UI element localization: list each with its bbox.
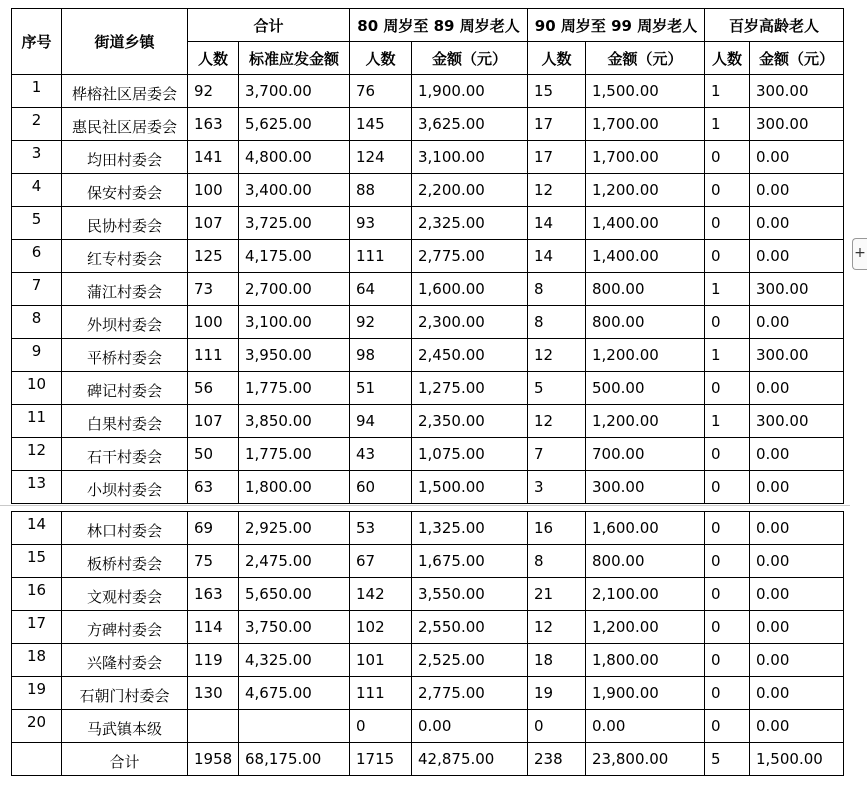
town-cell: 桦榕社区居委会 [62,75,188,108]
table-row [12,339,844,372]
people-100-cell: 5 [705,743,750,776]
people-90-cell: 17 [528,141,586,174]
total-amount-cell: 3,725.00 [239,207,350,240]
amount-80-cell: 3,625.00 [412,108,528,141]
total-people-cell: 1958 [188,743,239,776]
table-row [12,174,844,207]
amount-100-cell: 0.00 [750,174,844,207]
town-cell: 民协村委会 [62,207,188,240]
people-100-cell: 0 [705,438,750,471]
total-amount-cell: 2,925.00 [239,512,350,545]
amount-90-cell: 800.00 [586,545,705,578]
amount-90-cell: 500.00 [586,372,705,405]
header-people: 人数 [705,42,750,75]
total-amount-cell: 2,700.00 [239,273,350,306]
people-80-cell: 92 [350,306,412,339]
people-90-cell: 8 [528,306,586,339]
people-80-cell: 102 [350,611,412,644]
total-people-cell: 111 [188,339,239,372]
amount-80-cell: 3,550.00 [412,578,528,611]
seq-cell: 10 [12,372,62,405]
town-cell: 林口村委会 [62,512,188,545]
people-90-cell: 3 [528,471,586,504]
people-100-cell: 0 [705,471,750,504]
table-row [12,512,844,545]
people-100-cell: 1 [705,339,750,372]
amount-90-cell: 23,800.00 [586,743,705,776]
total-amount-cell: 3,750.00 [239,611,350,644]
header-seq: 序号 [12,9,62,75]
amount-90-cell: 1,500.00 [586,75,705,108]
amount-100-cell: 300.00 [750,273,844,306]
total-people-cell [188,710,239,743]
town-cell: 蒲江村委会 [62,273,188,306]
people-80-cell: 88 [350,174,412,207]
amount-90-cell: 1,800.00 [586,644,705,677]
header-90-99: 90 周岁至 99 周岁老人 [528,9,705,42]
table-row [12,108,844,141]
table-row [12,75,844,108]
total-people-cell: 107 [188,207,239,240]
town-cell: 均田村委会 [62,141,188,174]
amount-90-cell: 1,900.00 [586,677,705,710]
amount-90-cell: 300.00 [586,471,705,504]
seq-cell: 13 [12,471,62,504]
people-80-cell: 124 [350,141,412,174]
people-100-cell: 0 [705,644,750,677]
total-amount-cell: 3,850.00 [239,405,350,438]
amount-80-cell: 3,100.00 [412,141,528,174]
people-90-cell: 8 [528,545,586,578]
total-amount-cell: 3,100.00 [239,306,350,339]
header-std-amount: 标准应发金额 [239,42,350,75]
amount-100-cell: 0.00 [750,578,844,611]
amount-100-cell: 0.00 [750,512,844,545]
table-row [12,644,844,677]
people-80-cell: 76 [350,75,412,108]
total-amount-cell: 1,775.00 [239,438,350,471]
total-people-cell: 100 [188,174,239,207]
table-row [12,710,844,743]
amount-80-cell: 1,075.00 [412,438,528,471]
people-80-cell: 94 [350,405,412,438]
seq-cell: 6 [12,240,62,273]
header-amount: 金额（元） [412,42,528,75]
amount-80-cell: 0.00 [412,710,528,743]
table-row [12,273,844,306]
subsidy-table-part1 [11,8,844,504]
amount-90-cell: 1,200.00 [586,611,705,644]
people-100-cell: 0 [705,710,750,743]
amount-80-cell: 2,775.00 [412,677,528,710]
total-people-cell: 50 [188,438,239,471]
total-amount-cell: 4,325.00 [239,644,350,677]
amount-90-cell: 1,200.00 [586,174,705,207]
subsidy-table-part2 [11,511,844,776]
seq-cell: 1 [12,75,62,108]
people-100-cell: 0 [705,240,750,273]
people-90-cell: 19 [528,677,586,710]
total-amount-cell: 4,175.00 [239,240,350,273]
people-90-cell: 5 [528,372,586,405]
people-100-cell: 0 [705,207,750,240]
people-80-cell: 64 [350,273,412,306]
people-100-cell: 1 [705,273,750,306]
people-80-cell: 51 [350,372,412,405]
people-90-cell: 12 [528,174,586,207]
amount-90-cell: 1,200.00 [586,339,705,372]
people-90-cell: 17 [528,108,586,141]
town-cell: 碑记村委会 [62,372,188,405]
header-100: 百岁高龄老人 [705,9,844,42]
people-100-cell: 0 [705,141,750,174]
table-row [12,141,844,174]
town-cell: 保安村委会 [62,174,188,207]
town-cell: 文观村委会 [62,578,188,611]
amount-100-cell: 0.00 [750,306,844,339]
seq-cell [12,743,62,776]
header-total: 合计 [188,9,350,42]
town-cell: 兴隆村委会 [62,644,188,677]
total-people-cell: 141 [188,141,239,174]
town-cell: 红专村委会 [62,240,188,273]
total-amount-cell [239,710,350,743]
people-80-cell: 142 [350,578,412,611]
amount-100-cell: 0.00 [750,372,844,405]
seq-cell: 14 [12,512,62,545]
amount-100-cell: 0.00 [750,644,844,677]
amount-90-cell: 1,600.00 [586,512,705,545]
people-90-cell: 14 [528,240,586,273]
people-90-cell: 12 [528,339,586,372]
total-people-cell: 73 [188,273,239,306]
people-80-cell: 111 [350,240,412,273]
amount-90-cell: 1,400.00 [586,240,705,273]
amount-100-cell: 0.00 [750,545,844,578]
amount-80-cell: 2,550.00 [412,611,528,644]
people-100-cell: 0 [705,578,750,611]
header-people: 人数 [350,42,412,75]
table-row [12,471,844,504]
seq-cell: 3 [12,141,62,174]
table-row [12,545,844,578]
people-90-cell: 18 [528,644,586,677]
table-row [12,306,844,339]
amount-80-cell: 2,775.00 [412,240,528,273]
people-100-cell: 0 [705,512,750,545]
table-row [12,578,844,611]
amount-80-cell: 1,500.00 [412,471,528,504]
seq-cell: 8 [12,306,62,339]
amount-90-cell: 1,400.00 [586,207,705,240]
table-row [12,611,844,644]
people-80-cell: 1715 [350,743,412,776]
total-amount-cell: 2,475.00 [239,545,350,578]
amount-90-cell: 1,700.00 [586,141,705,174]
amount-100-cell: 0.00 [750,611,844,644]
amount-80-cell: 1,325.00 [412,512,528,545]
people-90-cell: 12 [528,611,586,644]
amount-80-cell: 2,350.00 [412,405,528,438]
total-people-cell: 75 [188,545,239,578]
people-100-cell: 0 [705,611,750,644]
amount-100-cell: 1,500.00 [750,743,844,776]
page-break-line [0,505,850,506]
seq-cell: 18 [12,644,62,677]
table-row [12,438,844,471]
seq-cell: 4 [12,174,62,207]
people-90-cell: 15 [528,75,586,108]
town-cell: 板桥村委会 [62,545,188,578]
amount-80-cell: 1,600.00 [412,273,528,306]
amount-80-cell: 2,300.00 [412,306,528,339]
total-amount-cell: 5,625.00 [239,108,350,141]
total-people-cell: 125 [188,240,239,273]
town-cell: 平桥村委会 [62,339,188,372]
table-row [12,372,844,405]
people-100-cell: 1 [705,108,750,141]
total-people-cell: 130 [188,677,239,710]
seq-cell: 12 [12,438,62,471]
people-80-cell: 93 [350,207,412,240]
total-people-cell: 100 [188,306,239,339]
people-80-cell: 101 [350,644,412,677]
total-people-cell: 69 [188,512,239,545]
table-row [12,207,844,240]
amount-90-cell: 1,700.00 [586,108,705,141]
total-amount-cell: 4,675.00 [239,677,350,710]
header-town: 街道乡镇 [62,9,188,75]
table-row [12,743,844,776]
amount-80-cell: 2,325.00 [412,207,528,240]
people-80-cell: 43 [350,438,412,471]
amount-80-cell: 2,450.00 [412,339,528,372]
people-80-cell: 53 [350,512,412,545]
people-90-cell: 7 [528,438,586,471]
total-people-cell: 63 [188,471,239,504]
people-90-cell: 8 [528,273,586,306]
people-90-cell: 14 [528,207,586,240]
table-row [12,240,844,273]
town-cell: 石干村委会 [62,438,188,471]
header-80-89: 80 周岁至 89 周岁老人 [350,9,528,42]
amount-100-cell: 300.00 [750,405,844,438]
seq-cell: 9 [12,339,62,372]
town-cell: 合计 [62,743,188,776]
table-row [12,677,844,710]
total-people-cell: 107 [188,405,239,438]
people-100-cell: 0 [705,306,750,339]
town-cell: 石朝门村委会 [62,677,188,710]
people-90-cell: 12 [528,405,586,438]
people-80-cell: 145 [350,108,412,141]
header-amount: 金额（元） [750,42,844,75]
town-cell: 方碑村委会 [62,611,188,644]
people-80-cell: 67 [350,545,412,578]
people-100-cell: 0 [705,545,750,578]
header-amount: 金额（元） [586,42,705,75]
header-people: 人数 [188,42,239,75]
amount-100-cell: 0.00 [750,141,844,174]
town-cell: 马武镇本级 [62,710,188,743]
total-amount-cell: 5,650.00 [239,578,350,611]
total-people-cell: 163 [188,578,239,611]
people-100-cell: 0 [705,372,750,405]
table-body-bottom [12,512,844,776]
amount-100-cell: 300.00 [750,339,844,372]
amount-90-cell: 2,100.00 [586,578,705,611]
town-cell: 小坝村委会 [62,471,188,504]
amount-100-cell: 0.00 [750,471,844,504]
amount-80-cell: 42,875.00 [412,743,528,776]
total-amount-cell: 3,400.00 [239,174,350,207]
people-90-cell: 0 [528,710,586,743]
total-amount-cell: 1,775.00 [239,372,350,405]
amount-90-cell: 800.00 [586,273,705,306]
amount-90-cell: 0.00 [586,710,705,743]
seq-cell: 19 [12,677,62,710]
seq-cell: 15 [12,545,62,578]
people-100-cell: 1 [705,75,750,108]
people-100-cell: 1 [705,405,750,438]
seq-cell: 5 [12,207,62,240]
people-80-cell: 111 [350,677,412,710]
total-people-cell: 163 [188,108,239,141]
total-people-cell: 56 [188,372,239,405]
amount-90-cell: 800.00 [586,306,705,339]
table-row [12,405,844,438]
people-90-cell: 238 [528,743,586,776]
seq-cell: 16 [12,578,62,611]
amount-80-cell: 2,525.00 [412,644,528,677]
people-100-cell: 0 [705,174,750,207]
total-people-cell: 119 [188,644,239,677]
total-amount-cell: 3,950.00 [239,339,350,372]
amount-80-cell: 2,200.00 [412,174,528,207]
amount-80-cell: 1,275.00 [412,372,528,405]
seq-cell: 17 [12,611,62,644]
town-cell: 白果村委会 [62,405,188,438]
people-90-cell: 16 [528,512,586,545]
amount-90-cell: 1,200.00 [586,405,705,438]
amount-80-cell: 1,900.00 [412,75,528,108]
plus-icon[interactable]: + [852,238,867,270]
people-100-cell: 0 [705,677,750,710]
people-80-cell: 60 [350,471,412,504]
amount-80-cell: 1,675.00 [412,545,528,578]
total-amount-cell: 1,800.00 [239,471,350,504]
total-people-cell: 114 [188,611,239,644]
total-amount-cell: 3,700.00 [239,75,350,108]
total-amount-cell: 4,800.00 [239,141,350,174]
amount-100-cell: 0.00 [750,710,844,743]
amount-100-cell: 300.00 [750,108,844,141]
amount-100-cell: 0.00 [750,240,844,273]
amount-100-cell: 0.00 [750,207,844,240]
town-cell: 外坝村委会 [62,306,188,339]
seq-cell: 7 [12,273,62,306]
seq-cell: 11 [12,405,62,438]
amount-90-cell: 700.00 [586,438,705,471]
amount-100-cell: 0.00 [750,677,844,710]
table-body-top [12,75,844,504]
seq-cell: 20 [12,710,62,743]
people-90-cell: 21 [528,578,586,611]
header-people: 人数 [528,42,586,75]
amount-100-cell: 0.00 [750,438,844,471]
people-80-cell: 98 [350,339,412,372]
seq-cell: 2 [12,108,62,141]
people-80-cell: 0 [350,710,412,743]
total-people-cell: 92 [188,75,239,108]
town-cell: 惠民社区居委会 [62,108,188,141]
amount-100-cell: 300.00 [750,75,844,108]
total-amount-cell: 68,175.00 [239,743,350,776]
